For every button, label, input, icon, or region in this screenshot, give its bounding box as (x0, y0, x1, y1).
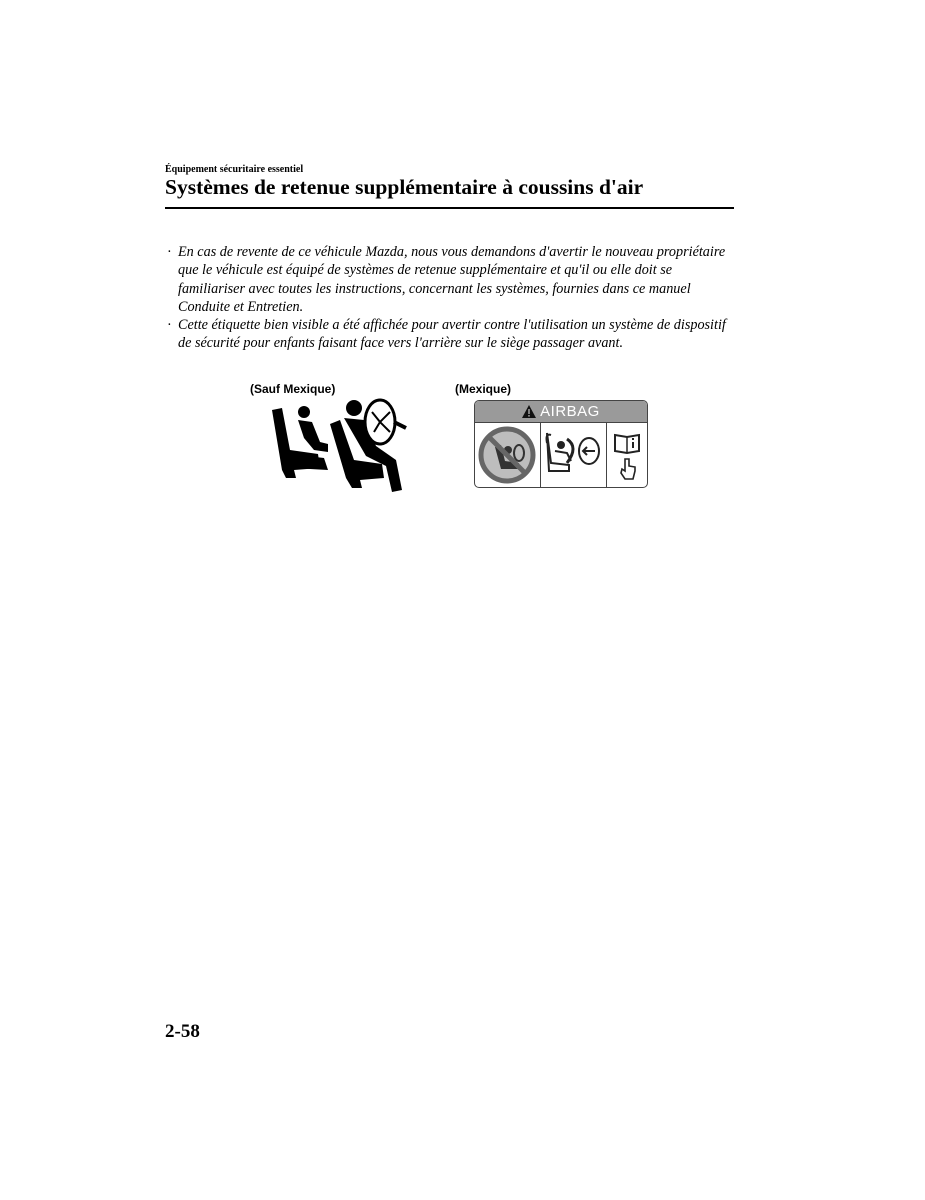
title-rule (165, 207, 734, 209)
label-body (475, 423, 647, 488)
figure-label-left: (Sauf Mexique) (250, 382, 336, 396)
page-title: Systèmes de retenue supplémentaire à coussins d'air (165, 175, 644, 199)
label-header (475, 401, 647, 423)
airbag-warning-label (474, 400, 648, 488)
no-child-seat-icon (475, 423, 540, 488)
bullet-mark: · (167, 244, 172, 260)
pointing-hand-icon (621, 459, 635, 479)
bullet-list (167, 243, 737, 353)
bullet-mark: · (167, 317, 172, 334)
page-number: 2-58 (165, 1021, 200, 1042)
bullet-text: En cas de revente de ce véhicule Mazda, nous vous demandons d'avertir le nouveau propriétaire que le véhicule est équipé de systèmes de retenue supplémentaire et qu'il ou elle doit se familiariser avec toutes les instructions, concernant les systèmes, fournies dans ce manuel Conduite et Entretien. (178, 244, 726, 315)
bullet-item (167, 243, 737, 316)
airbag-text: AIRBAG (540, 403, 600, 420)
section-label: Équipement sécuritaire essentiel (165, 164, 304, 175)
rear-facing-seat-pictogram-icon (268, 398, 408, 494)
bullet-text: Cette étiquette bien visible a été affichée pour avertir contre l'utilisation un système de dispositif de sécurité pour enfants faisant face vers l'arrière sur le siège passager avant. (178, 317, 726, 352)
child-seat-airbag-icon (540, 423, 606, 488)
manual-book-icon (606, 423, 647, 488)
figure-label-right: (Mexique) (455, 382, 512, 396)
bullet-item (167, 316, 737, 353)
warning-triangle-icon (522, 405, 536, 418)
